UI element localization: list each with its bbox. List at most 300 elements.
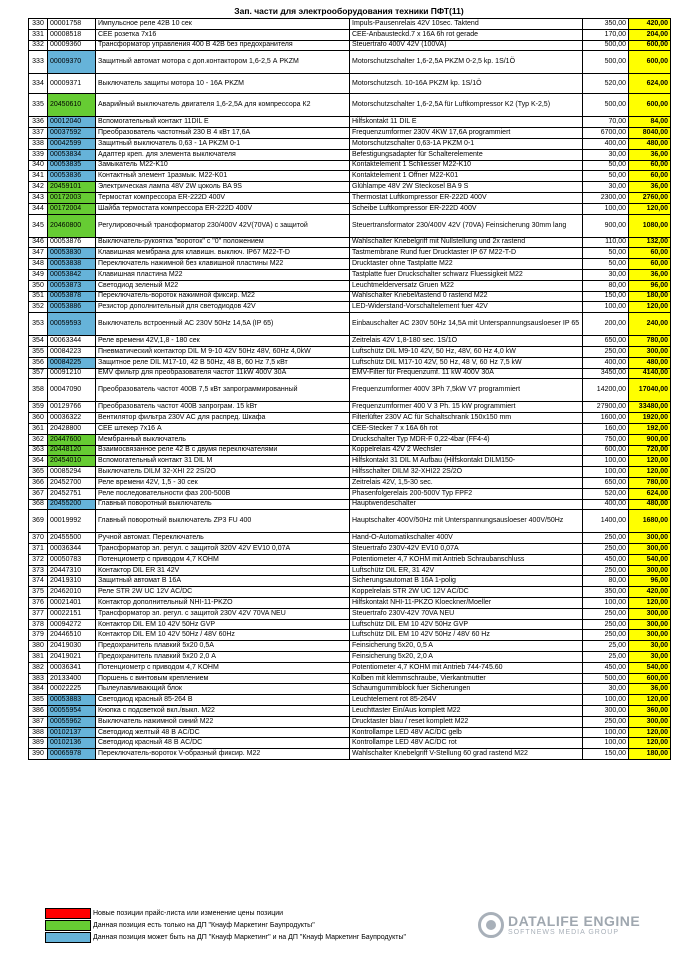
table-row (29, 19, 671, 30)
description-de: Luftschütz DIL M17-10 42V, 50 Hz, 48 V, 60 Hz 7,5 kW (350, 357, 583, 368)
part-code: 00063344 (48, 336, 96, 347)
price-final: 1680,00 (629, 510, 671, 533)
price-base: 520,00 (583, 488, 629, 499)
part-code: 00019992 (48, 510, 96, 533)
part-code: 00055962 (48, 716, 96, 727)
part-code: 00172004 (48, 203, 96, 214)
description-de: Steuertrafo 400V 42V (100VA) (350, 40, 583, 51)
row-number: 339 (29, 149, 48, 160)
row-number: 368 (29, 499, 48, 510)
description-ru: Выключатель нажимной синий M22 (96, 716, 350, 727)
price-base: 900,00 (583, 214, 629, 237)
table-row (29, 237, 671, 248)
watermark-subtitle: SOFTNEWS MEDIA GROUP (508, 928, 620, 936)
legend-swatch-red (45, 908, 91, 919)
part-code: 00036341 (48, 662, 96, 673)
price-final: 120,00 (629, 203, 671, 214)
row-number: 352 (29, 302, 48, 313)
part-code: 20455500 (48, 533, 96, 544)
description-ru: Импульсное реле 42В 10 сек (96, 19, 350, 30)
parts-table (28, 18, 671, 760)
price-final: 192,00 (629, 423, 671, 434)
description-de: Frequenzumformer 400V 3Ph 7,5kW V7 programmiert (350, 379, 583, 402)
price-final: 780,00 (629, 336, 671, 347)
description-de: Druckschalter Typ MDR-F 0,22-4bar (FF4-4) (350, 434, 583, 445)
price-final: 300,00 (629, 630, 671, 641)
legend-item-red (45, 907, 406, 919)
description-ru: Аварийный выключатель двигателя 1,6-2,5А для компрессора К2 (96, 94, 350, 117)
description-de: Kontaktelement 1 Schliesser M22-K10 (350, 160, 583, 171)
description-ru: Реле времени 42V,1,8 - 180 сек (96, 336, 350, 347)
row-number: 342 (29, 182, 48, 193)
price-final: 300,00 (629, 565, 671, 576)
description-de: Filterlüfter 230V AC für Schaltschrank 150x150 mm (350, 413, 583, 424)
price-base: 100,00 (583, 467, 629, 478)
table-row (29, 357, 671, 368)
legend-text: Данная позиция есть только на ДП "Кнауф Маркетинг Баупродукты" (93, 921, 315, 929)
row-number: 384 (29, 684, 48, 695)
price-final: 300,00 (629, 346, 671, 357)
description-de: Kontrollampe LED 48V AC/DC rot (350, 738, 583, 749)
price-base: 80,00 (583, 280, 629, 291)
description-de: Hand-O-Automatikschalter 400V (350, 533, 583, 544)
description-ru: Термостат компрессора ER-222D 400V (96, 192, 350, 203)
description-de: Befestigungsadapter für Schalterelemente (350, 149, 583, 160)
row-number: 375 (29, 587, 48, 598)
part-code: 20428800 (48, 423, 96, 434)
price-base: 50,00 (583, 171, 629, 182)
row-number: 371 (29, 544, 48, 555)
table-row (29, 413, 671, 424)
row-number: 362 (29, 434, 48, 445)
row-number: 363 (29, 445, 48, 456)
part-code: 00091210 (48, 368, 96, 379)
table-row (29, 499, 671, 510)
description-de: Hilfskontakt 31 DIL M Aufbau (Hilfskontakt DILM150- (350, 456, 583, 467)
description-ru: Главный поворотный выключатель (96, 499, 350, 510)
description-de: Motorschutzschalter 0,63-1A PKZM 0-1 (350, 138, 583, 149)
description-ru: Контактор DIL EM 10 42V 50Hz / 48V 60Hz (96, 630, 350, 641)
row-number: 379 (29, 630, 48, 641)
table-row (29, 587, 671, 598)
row-number: 335 (29, 94, 48, 117)
description-ru: Светодиод зеленый M22 (96, 280, 350, 291)
row-number: 386 (29, 706, 48, 717)
description-ru: Преобразователь частот 400В 7,5 кВт запрограммированный (96, 379, 350, 402)
price-final: 132,00 (629, 237, 671, 248)
description-ru: Выключатель защиты мотора 10 - 16А PKZM (96, 74, 350, 94)
description-de: Impuls-Pausenrelais 42V 10sec. Taktend (350, 19, 583, 30)
price-final: 420,00 (629, 19, 671, 30)
description-ru: Выключатель-рукоятка "вороток" с "0" положением (96, 237, 350, 248)
part-code: 00172003 (48, 192, 96, 203)
price-final: 1920,00 (629, 413, 671, 424)
price-final: 84,00 (629, 117, 671, 128)
part-code: 00021401 (48, 598, 96, 609)
description-de: LED-Widerstand-Vorschaltelement fuer 42V (350, 302, 583, 313)
description-de: Leuchtmelderversatz Gruen M22 (350, 280, 583, 291)
row-number: 356 (29, 357, 48, 368)
price-base: 250,00 (583, 630, 629, 641)
table-row (29, 368, 671, 379)
row-number: 372 (29, 554, 48, 565)
price-final: 120,00 (629, 456, 671, 467)
part-code: 00084223 (48, 346, 96, 357)
table-row (29, 138, 671, 149)
price-base: 30,00 (583, 684, 629, 695)
table-row (29, 445, 671, 456)
part-code: 00053873 (48, 280, 96, 291)
description-de: Glühlampe 48V 2W Steckosel BA 9 S (350, 182, 583, 193)
watermark (478, 912, 640, 938)
price-base: 25,00 (583, 652, 629, 663)
description-ru: Замыкатель M22-K10 (96, 160, 350, 171)
part-code: 00102136 (48, 738, 96, 749)
row-number: 361 (29, 423, 48, 434)
table-row (29, 554, 671, 565)
part-code: 20448120 (48, 445, 96, 456)
description-ru: Кнопка с подсветкой вкл./выкл. M22 (96, 706, 350, 717)
price-base: 650,00 (583, 336, 629, 347)
row-number: 332 (29, 40, 48, 51)
price-base: 150,00 (583, 749, 629, 760)
part-code: 00042599 (48, 138, 96, 149)
description-de: Potentiometer 4,7 KOHM mit Antrieb 744-745.60 (350, 662, 583, 673)
part-code: 00084225 (48, 357, 96, 368)
description-ru: Поршень с винтовым креплением (96, 673, 350, 684)
table-row (29, 565, 671, 576)
price-base: 50,00 (583, 248, 629, 259)
row-number: 390 (29, 749, 48, 760)
row-number: 385 (29, 695, 48, 706)
part-code: 00085294 (48, 467, 96, 478)
price-final: 60,00 (629, 160, 671, 171)
part-code: 00053836 (48, 171, 96, 182)
row-number: 365 (29, 467, 48, 478)
description-de: Einbauschalter AC 230V 50Hz 14,5A mit Unterspannungsausloeser IP 65 (350, 313, 583, 336)
description-de: Luftschütz DIL ER, 31 42V (350, 565, 583, 576)
part-code: 20452700 (48, 477, 96, 488)
part-code: 20133400 (48, 673, 96, 684)
price-base: 27900,00 (583, 402, 629, 413)
description-de: Phasenfolgerelais 200-500V Typ FPF2 (350, 488, 583, 499)
price-final: 480,00 (629, 357, 671, 368)
part-code: 00022225 (48, 684, 96, 695)
row-number: 360 (29, 413, 48, 424)
table-row (29, 269, 671, 280)
description-de: Hauptschalter 400V/50Hz mit Unterspannungsausloeser 400V/50Hz (350, 510, 583, 533)
description-de: Luftschütz DIL EM 10 42V 50Hz GVP (350, 619, 583, 630)
row-number: 334 (29, 74, 48, 94)
price-base: 6700,00 (583, 128, 629, 139)
description-ru: Выключатель встроенный АС 230V 50Hz 14,5A (IP 65) (96, 313, 350, 336)
price-base: 250,00 (583, 608, 629, 619)
price-final: 720,00 (629, 445, 671, 456)
price-final: 36,00 (629, 684, 671, 695)
description-ru: Предохранитель плавкий 5х20 2,0 А (96, 652, 350, 663)
legend-item-blue (45, 931, 406, 943)
description-de: Motorschutzschalter 1,6-2,5A für Luftkompressor K2 (Typ K-2,5) (350, 94, 583, 117)
price-final: 624,00 (629, 74, 671, 94)
part-code: 00053842 (48, 269, 96, 280)
description-de: Leuchttaster Ein/Aus komplett M22 (350, 706, 583, 717)
row-number: 343 (29, 192, 48, 203)
part-code: 00001758 (48, 19, 96, 30)
price-base: 14200,00 (583, 379, 629, 402)
part-code: 20452751 (48, 488, 96, 499)
price-final: 60,00 (629, 259, 671, 270)
price-base: 250,00 (583, 544, 629, 555)
row-number: 354 (29, 336, 48, 347)
price-final: 60,00 (629, 248, 671, 259)
price-base: 500,00 (583, 94, 629, 117)
description-de: Potentiometer 4,7 KOHM mit Antrieb Schraubanschluss (350, 554, 583, 565)
table-row (29, 662, 671, 673)
part-code: 00053876 (48, 237, 96, 248)
price-base: 600,00 (583, 445, 629, 456)
table-row (29, 652, 671, 663)
table-row (29, 203, 671, 214)
table-row (29, 423, 671, 434)
description-de: Scheibe Luftkompressor ER-222D 400V (350, 203, 583, 214)
description-ru: Пылеулавливающий блок (96, 684, 350, 695)
price-base: 25,00 (583, 641, 629, 652)
description-ru: CEE штекер 7х16 А (96, 423, 350, 434)
description-ru: Контактор DIL ER 31 42V (96, 565, 350, 576)
description-ru: Предохранитель плавкий 5х20 0,5А (96, 641, 350, 652)
row-number: 341 (29, 171, 48, 182)
table-row (29, 160, 671, 171)
table-row (29, 673, 671, 684)
description-ru: Потенциометр с приводом 4,7 KOHM (96, 554, 350, 565)
description-de: Steuertransformator 230/400V 42V (70VA) Feinsicherung 30mm lang (350, 214, 583, 237)
table-row (29, 749, 671, 760)
price-final: 120,00 (629, 738, 671, 749)
row-number: 338 (29, 138, 48, 149)
price-final: 17040,00 (629, 379, 671, 402)
price-final: 900,00 (629, 434, 671, 445)
description-de: Schaumgummiblock fuer Sicherungen (350, 684, 583, 695)
description-ru: Выключатель DILM 32-XHI 22 2S/2O (96, 467, 350, 478)
description-de: Wahlschalter Knebelgriff V-Stellung 60 grad rastend M22 (350, 749, 583, 760)
table-row (29, 619, 671, 630)
row-number: 347 (29, 248, 48, 259)
description-ru: Вентилятор фильтра 230V AC для распред. Шкафа (96, 413, 350, 424)
price-final: 540,00 (629, 554, 671, 565)
row-number: 348 (29, 259, 48, 270)
part-code: 00036322 (48, 413, 96, 424)
price-base: 750,00 (583, 434, 629, 445)
price-base: 50,00 (583, 160, 629, 171)
price-base: 250,00 (583, 619, 629, 630)
description-de: Kontaktelement 1 Öffner M22-K01 (350, 171, 583, 182)
description-ru: Клавишная мембрана для клавишн. выключ. IP67 M22-T-D (96, 248, 350, 259)
description-de: Wahlschalter Knebelgriff mit Nullstellung und 2x rastend (350, 237, 583, 248)
description-de: CEE-Stecker 7 x 16A 6h rot (350, 423, 583, 434)
row-number: 330 (29, 19, 48, 30)
part-code: 00036344 (48, 544, 96, 555)
price-final: 1080,00 (629, 214, 671, 237)
price-base: 250,00 (583, 716, 629, 727)
description-de: Drucktaster blau / reset komplett M22 (350, 716, 583, 727)
legend (45, 907, 406, 943)
part-code: 20454010 (48, 456, 96, 467)
description-ru: Светодиод красный 48 В AC/DC (96, 738, 350, 749)
description-de: Feinsicherung 5x20, 2,0 A (350, 652, 583, 663)
table-row (29, 695, 671, 706)
price-base: 350,00 (583, 587, 629, 598)
price-base: 400,00 (583, 499, 629, 510)
price-base: 250,00 (583, 533, 629, 544)
description-de: Thermostat Luftkompressor ER-222D 400V (350, 192, 583, 203)
part-code: 20419310 (48, 576, 96, 587)
row-number: 357 (29, 368, 48, 379)
description-ru: Защитный автомат мотора с доп.контактором 1,6-2,5 А PKZM (96, 51, 350, 74)
part-code: 00053835 (48, 160, 96, 171)
description-ru: EMV фильтр для преобразователя частот 11kW 400V 30A (96, 368, 350, 379)
price-base: 520,00 (583, 74, 629, 94)
price-final: 36,00 (629, 182, 671, 193)
description-ru: Клавишная пластина M22 (96, 269, 350, 280)
table-row (29, 576, 671, 587)
price-base: 50,00 (583, 259, 629, 270)
table-row (29, 291, 671, 302)
description-ru: Вспомогательный контакт 11DIL E (96, 117, 350, 128)
price-final: 30,00 (629, 652, 671, 663)
price-final: 180,00 (629, 291, 671, 302)
row-number: 353 (29, 313, 48, 336)
table-row (29, 171, 671, 182)
description-ru: Регулировочный трансформатор 230/400V 42V(70VA) с защитой (96, 214, 350, 237)
description-de: Tastplatte fuer Druckschalter schwarz Fluessigkeit M22 (350, 269, 583, 280)
legend-swatch-green (45, 920, 91, 931)
table-row (29, 117, 671, 128)
part-code: 00037592 (48, 128, 96, 139)
description-ru: Вспомогательный контакт 31 DIL M (96, 456, 350, 467)
price-base: 100,00 (583, 302, 629, 313)
part-code: 00009370 (48, 51, 96, 74)
description-ru: Трансформатор эл. регул. с защитой 230V 42V 70VA NEU (96, 608, 350, 619)
part-code: 00053883 (48, 695, 96, 706)
price-base: 30,00 (583, 149, 629, 160)
description-ru: Шайба термостата компрессора ER-222D 400V (96, 203, 350, 214)
row-number: 364 (29, 456, 48, 467)
description-ru: Переключатель нажимной без клавишной пластины M22 (96, 259, 350, 270)
price-final: 96,00 (629, 576, 671, 587)
part-code: 20460800 (48, 214, 96, 237)
price-base: 200,00 (583, 313, 629, 336)
part-code: 20455200 (48, 499, 96, 510)
description-ru: Преобразователь частот 400В запрограм. 15 kВт (96, 402, 350, 413)
row-number: 387 (29, 716, 48, 727)
price-base: 170,00 (583, 29, 629, 40)
row-number: 337 (29, 128, 48, 139)
table-row (29, 128, 671, 139)
price-final: 33480,00 (629, 402, 671, 413)
description-ru: Переключатель-вороток нажимной фиксир. M22 (96, 291, 350, 302)
price-base: 500,00 (583, 673, 629, 684)
part-code: 00055954 (48, 706, 96, 717)
row-number: 340 (29, 160, 48, 171)
table-row (29, 51, 671, 74)
row-number: 350 (29, 280, 48, 291)
description-de: Feinsicherung 5x20, 0,5 A (350, 641, 583, 652)
description-de: Sicherungsautomat B 16A 1-polig (350, 576, 583, 587)
description-de: Frequenzumformer 400 V 3 Ph. 15 kW programmiert (350, 402, 583, 413)
table-row (29, 259, 671, 270)
description-ru: Переключатель-вороток V-образный фиксир. M22 (96, 749, 350, 760)
price-final: 96,00 (629, 280, 671, 291)
price-base: 3450,00 (583, 368, 629, 379)
description-de: Kontrollampe LED 48V AC/DC gelb (350, 727, 583, 738)
price-base: 450,00 (583, 662, 629, 673)
table-row (29, 74, 671, 94)
description-ru: Резистор дополнительный для светодиодов 42V (96, 302, 350, 313)
description-ru: Пневматический контактор DIL M 9-10 42V 50Hz 48V, 60Hz 4,0kW (96, 346, 350, 357)
price-final: 300,00 (629, 533, 671, 544)
description-ru: Контактор DIL EM 10 42V 50Hz GVP (96, 619, 350, 630)
table-row (29, 727, 671, 738)
description-de: Hilfsschalter DILM 32-XHI22 2S/2Ö (350, 467, 583, 478)
price-final: 120,00 (629, 598, 671, 609)
description-de: Motorschutzsch. 10-16A PKZM kp. 1S/1Ö (350, 74, 583, 94)
row-number: 333 (29, 51, 48, 74)
description-ru: Трансформатор управления 400 В 42В без предохранителя (96, 40, 350, 51)
description-de: Luftschütz DIL M9-10 42V, 50 Hz, 48V, 60 Hz 4,0 kW (350, 346, 583, 357)
price-base: 30,00 (583, 182, 629, 193)
row-number: 377 (29, 608, 48, 619)
price-final: 360,00 (629, 706, 671, 717)
part-code: 00053838 (48, 259, 96, 270)
part-code: 00129766 (48, 402, 96, 413)
description-ru: CEE розетка 7х16 (96, 29, 350, 40)
description-de: Frequenzumformer 230V 4KW 17,6A programmiert (350, 128, 583, 139)
row-number: 331 (29, 29, 48, 40)
part-code: 20446510 (48, 630, 96, 641)
part-code: 00050783 (48, 554, 96, 565)
price-final: 120,00 (629, 467, 671, 478)
price-base: 500,00 (583, 40, 629, 51)
description-ru: Защитный выключатель 0,63 - 1A PKZM 0-1 (96, 138, 350, 149)
parts-table-body (29, 19, 671, 760)
description-de: CEE-Anbausteckd.7 x 16A 6h rot gerade (350, 29, 583, 40)
table-row (29, 467, 671, 478)
price-final: 120,00 (629, 695, 671, 706)
price-base: 300,00 (583, 706, 629, 717)
description-ru: Защитное реле DIL M17-10, 42 В 50Hz, 48 В, 60 Hz 7,5 кВт (96, 357, 350, 368)
description-de: Tastmembrane Rund fuer Drucktaster IP 67 M22-T-D (350, 248, 583, 259)
price-base: 250,00 (583, 565, 629, 576)
price-base: 650,00 (583, 477, 629, 488)
description-ru: Преобразователь частотный 230 В 4 кВт 17,6А (96, 128, 350, 139)
table-row (29, 544, 671, 555)
row-number: 345 (29, 214, 48, 237)
price-final: 300,00 (629, 619, 671, 630)
description-de: Wahlschalter Knebel/tastend 0 rastend M22 (350, 291, 583, 302)
description-ru: Взаимосвязанное реле 42 В с двумя переключателями (96, 445, 350, 456)
description-ru: Мембранный выключатель (96, 434, 350, 445)
legend-swatch-blue (45, 932, 91, 943)
part-code: 00065978 (48, 749, 96, 760)
description-ru: Светодиод желтый 48 В AC/DC (96, 727, 350, 738)
price-final: 300,00 (629, 608, 671, 619)
table-row (29, 510, 671, 533)
row-number: 383 (29, 673, 48, 684)
description-de: Steuertrafo 230V-42V 70VA NEU (350, 608, 583, 619)
price-final: 540,00 (629, 662, 671, 673)
datalife-logo-icon (478, 912, 504, 938)
sheet-title: Зап. части для электрооборудования техники ПФТ(11) (234, 6, 464, 16)
